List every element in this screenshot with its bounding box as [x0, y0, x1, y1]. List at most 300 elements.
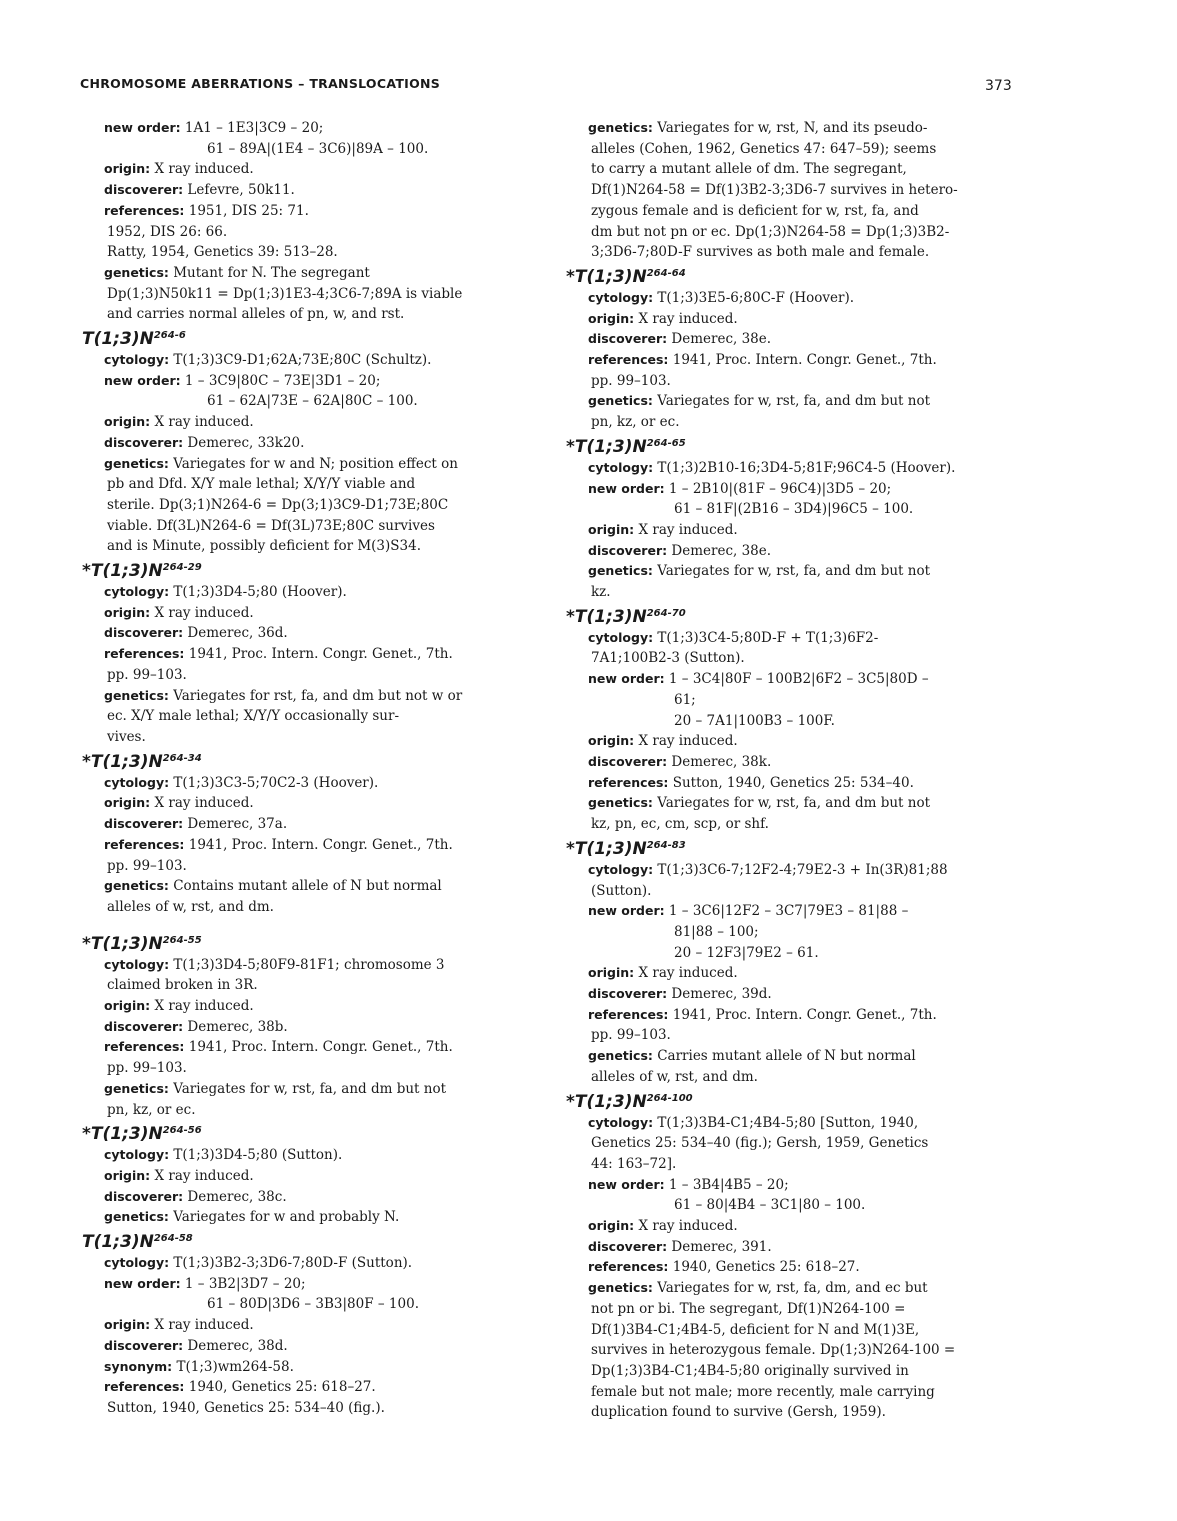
field-line: 1951, DIS 25: 71.: [188, 202, 309, 219]
field-label: genetics:: [104, 455, 169, 471]
field: [588, 391, 1036, 432]
field: [104, 793, 522, 814]
field-line: X ray induced.: [154, 414, 254, 431]
field-label: references:: [104, 1039, 185, 1055]
field: [104, 955, 522, 996]
running-title: CHROMOSOME ABERRATIONS – TRANSLOCATIONS: [80, 76, 441, 91]
field-label: references:: [588, 1259, 669, 1275]
field-label: genetics:: [588, 393, 653, 409]
field-line: and carries normal alleles of pn, w, and rst.: [107, 306, 405, 323]
entry: [82, 557, 522, 748]
field-line: 1A1 – 1E3|3C9 – 20;: [184, 120, 324, 136]
field: [588, 1175, 1036, 1216]
entry-title: [82, 930, 522, 955]
field-label: discoverer:: [104, 1188, 184, 1204]
field-label: cytology:: [588, 289, 654, 305]
field-label: references:: [104, 202, 185, 218]
field: [588, 731, 1036, 752]
field-label: discoverer:: [104, 1337, 184, 1353]
field: [104, 1315, 522, 1336]
entry-fields: [588, 288, 1036, 433]
entry: [566, 118, 1036, 263]
field-line: Demerec, 391.: [671, 1238, 772, 1255]
field-line: 1941, Proc. Intern. Congr. Genet., 7th.: [188, 646, 453, 663]
field-label: genetics:: [588, 795, 653, 811]
field-line: 1941, Proc. Intern. Congr. Genet., 7th.: [672, 1006, 937, 1023]
field: [104, 644, 522, 685]
field-line: pp. 99–103.: [107, 666, 187, 683]
field: [104, 996, 522, 1017]
field-line: T(1;3)wm264-58.: [176, 1358, 294, 1375]
entry-title-superscript: 264-56: [162, 1125, 202, 1137]
entry-title-text: *T(1;3)N: [82, 933, 163, 954]
field-label: synonym:: [104, 1358, 173, 1374]
field-label: discoverer:: [588, 753, 668, 769]
field: [104, 1253, 522, 1274]
field-line: alleles (Cohen, 1962, Genetics 47: 647–59); seems: [591, 140, 937, 157]
field-line: Demerec, 38d.: [187, 1337, 288, 1354]
field-line: to carry a mutant allele of dm. The segregant,: [591, 161, 907, 178]
field: [104, 263, 522, 325]
field-label: genetics:: [588, 1280, 653, 1296]
field-line: X ray induced.: [154, 1317, 254, 1334]
field-line: Variegates for w, rst, fa, and dm but not: [173, 1080, 446, 1097]
entry: [566, 1088, 1036, 1424]
field-line: Contains mutant allele of N but normal: [173, 878, 442, 895]
field-label: discoverer:: [588, 542, 668, 558]
field: [104, 623, 522, 644]
field-label: origin:: [588, 733, 635, 749]
field-line: X ray induced.: [638, 310, 738, 327]
field-line: vives.: [107, 728, 146, 745]
entry: [82, 325, 522, 557]
entry-title-superscript: 264-65: [646, 437, 686, 449]
field-label: cytology:: [104, 774, 170, 790]
field-label: cytology:: [588, 1114, 654, 1130]
entry-title-text: *T(1;3)N: [82, 1124, 163, 1145]
field: [104, 350, 522, 371]
field-label: cytology:: [588, 629, 654, 645]
field-line: X ray induced.: [154, 795, 254, 812]
field-label: new order:: [588, 671, 665, 687]
field-label: origin:: [588, 310, 635, 326]
field-line: Variegates for w, rst, fa, dm, and ec but: [657, 1280, 928, 1297]
entry-fields: [588, 628, 1036, 835]
field: [104, 371, 522, 412]
field-line: 1 – 3B2|3D7 – 20;: [184, 1275, 306, 1292]
field-line: 7A1;100B2-3 (Sutton).: [591, 650, 745, 667]
field-label: discoverer:: [588, 331, 668, 347]
field-label: cytology:: [588, 459, 654, 475]
entry: [82, 930, 522, 1121]
field: [104, 412, 522, 433]
field-label: origin:: [104, 1317, 151, 1333]
entry-title: [82, 557, 522, 582]
field-label: origin:: [104, 795, 151, 811]
field-line: 1941, Proc. Intern. Congr. Genet., 7th.: [672, 352, 937, 369]
field-label: discoverer:: [104, 625, 184, 641]
field-line: alleles of w, rst, and dm.: [107, 898, 274, 915]
field-line: pp. 99–103.: [591, 1027, 671, 1044]
field-label: genetics:: [588, 1048, 653, 1064]
entry-title-superscript: 264-6: [153, 330, 186, 342]
field-line: X ray induced.: [638, 1218, 738, 1235]
entry-title: [82, 325, 522, 350]
field: [588, 963, 1036, 984]
field-line: T(1;3)3E5-6;80C-F (Hoover).: [657, 289, 855, 306]
field-label: cytology:: [104, 352, 170, 368]
field-line: Carries mutant allele of N but normal: [657, 1048, 916, 1065]
page-number: 373: [985, 78, 1012, 94]
entry-fields: [588, 118, 1036, 263]
field-line: (Sutton).: [591, 882, 652, 899]
field-label: discoverer:: [588, 986, 668, 1002]
entry-title-text: *T(1;3)N: [566, 606, 647, 627]
field: [104, 180, 522, 201]
field-line: ec. X/Y male lethal; X/Y/Y occasionally sur-: [107, 708, 400, 725]
field-line: 61 – 81F|(2B16 – 3D4)|96C5 – 100.: [674, 501, 914, 518]
field-line: Dp(1;3)N50k11 = Dp(1;3)1E3-4;3C6-7;89A is viable: [107, 285, 463, 302]
field-line: X ray induced.: [638, 733, 738, 750]
field-label: origin:: [588, 965, 635, 981]
field-line: Variegates for w, rst, fa, and dm but not: [657, 795, 930, 812]
field-line: T(1;3)3C3-5;70C2-3 (Hoover).: [173, 774, 379, 791]
field-label: cytology:: [104, 584, 170, 600]
field-line: not pn or bi. The segregant, Df(1)N264-100 =: [591, 1300, 906, 1317]
field-line: survives in heterozygous female. Dp(1;3)N264-100 =: [591, 1342, 956, 1359]
field-line: Variegates for w, rst, fa, and dm but not: [657, 563, 930, 580]
field-line: kz.: [591, 584, 611, 601]
field-line: 61 – 89A|(1E4 – 3C6)|89A – 100.: [207, 140, 429, 157]
field-label: discoverer:: [104, 434, 184, 450]
field-label: new order:: [104, 1275, 181, 1291]
field: [104, 1357, 522, 1378]
field-line: Demerec, 37a.: [187, 816, 288, 833]
entry-fields: [588, 458, 1036, 603]
field: [588, 1278, 1036, 1423]
field-line: claimed broken in 3R.: [107, 977, 258, 994]
entry-fields: [104, 582, 522, 748]
entry-title-superscript: 264-83: [646, 839, 686, 851]
field-line: X ray induced.: [638, 965, 738, 982]
field-line: Lefevre, 50k11.: [187, 182, 295, 199]
field: [104, 433, 522, 454]
field: [588, 541, 1036, 562]
field-label: cytology:: [104, 1147, 170, 1163]
entry: [82, 1228, 522, 1419]
field: [588, 288, 1036, 309]
field-line: female but not male; more recently, male carrying: [591, 1383, 935, 1400]
field: [104, 1187, 522, 1208]
field-label: origin:: [104, 998, 151, 1014]
entry-fields: [104, 955, 522, 1121]
entry-title: [82, 748, 522, 773]
field: [104, 1377, 522, 1418]
field-label: references:: [588, 1006, 669, 1022]
field: [104, 835, 522, 876]
field: [588, 860, 1036, 901]
field-line: Sutton, 1940, Genetics 25: 534–40.: [672, 774, 914, 791]
field-label: new order:: [588, 1176, 665, 1192]
field-line: T(1;3)3C6-7;12F2-4;79E2-3 + In(3R)81;88: [657, 861, 948, 878]
field-line: Ratty, 1954, Genetics 39: 513–28.: [107, 244, 338, 261]
field-line: X ray induced.: [638, 521, 738, 538]
field-label: cytology:: [588, 861, 654, 877]
field-label: new order:: [588, 903, 665, 919]
entry-title-superscript: 264-55: [162, 934, 202, 946]
field: [588, 118, 1036, 263]
field-label: origin:: [104, 414, 151, 430]
field-line: 1952, DIS 26: 66.: [107, 223, 228, 240]
field-label: cytology:: [104, 1255, 170, 1271]
field-label: genetics:: [104, 264, 169, 280]
field-line: 81|88 – 100;: [674, 923, 759, 940]
field-line: 44: 163–72].: [591, 1155, 677, 1172]
entry-fields: [588, 1113, 1036, 1424]
field: [588, 1216, 1036, 1237]
field-line: 1941, Proc. Intern. Congr. Genet., 7th.: [188, 836, 453, 853]
field-line: T(1;3)2B10-16;3D4-5;81F;96C4-5 (Hoover).: [657, 459, 956, 476]
entry: [566, 433, 1036, 603]
entry-title-text: *T(1;3)N: [566, 436, 647, 457]
field-line: 61 – 80D|3D6 – 3B3|80F – 100.: [207, 1296, 419, 1313]
field: [104, 1017, 522, 1038]
field: [588, 479, 1036, 520]
field-line: 20 – 12F3|79E2 – 61.: [674, 944, 819, 961]
field: [104, 201, 522, 263]
field-line: 1940, Genetics 25: 618–27.: [672, 1259, 860, 1276]
field: [588, 752, 1036, 773]
field: [588, 773, 1036, 794]
field: [588, 309, 1036, 330]
field: [588, 793, 1036, 834]
field: [104, 159, 522, 180]
entry-fields: [104, 118, 522, 325]
field-line: X ray induced.: [154, 1167, 254, 1184]
field: [588, 520, 1036, 541]
field-line: Variegates for w, rst, fa, and dm but not: [657, 393, 930, 410]
field-label: discoverer:: [588, 1238, 668, 1254]
field-line: pp. 99–103.: [107, 1060, 187, 1077]
field-line: 1 – 3C4|80F – 100B2|6F2 – 3C5|80D –: [668, 671, 929, 688]
entry-title-superscript: 264-34: [162, 752, 202, 764]
field: [588, 1237, 1036, 1258]
field-line: 61 – 80|4B4 – 3C1|80 – 100.: [674, 1197, 866, 1214]
entry: [82, 748, 522, 918]
field-line: T(1;3)3C9-D1;62A;73E;80C (Schultz).: [173, 352, 432, 369]
field-line: Demerec, 38e.: [671, 331, 772, 348]
field-line: X ray induced.: [154, 604, 254, 621]
field-line: duplication found to survive (Gersh, 1959).: [591, 1404, 886, 1421]
field-line: alleles of w, rst, and dm.: [591, 1068, 758, 1085]
entry-title-text: *T(1;3)N: [82, 751, 163, 772]
field-line: Demerec, 39d.: [671, 986, 772, 1003]
field-line: Genetics 25: 534–40 (fig.); Gersh, 1959, Genetics: [591, 1135, 929, 1152]
entry-title-text: *T(1;3)N: [566, 1091, 647, 1112]
field-line: T(1;3)3D4-5;80 (Hoover).: [173, 584, 347, 601]
field: [104, 814, 522, 835]
field: [588, 458, 1036, 479]
field-line: 1 – 3B4|4B5 – 20;: [668, 1176, 789, 1193]
field-line: kz, pn, ec, cm, scp, or shf.: [591, 816, 769, 833]
entry: [566, 603, 1036, 835]
entry-fields: [104, 1145, 522, 1228]
entry-fields: [104, 1253, 522, 1419]
field: [104, 1037, 522, 1078]
field: [588, 984, 1036, 1005]
field-line: dm but not pn or ec. Dp(1;3)N264-58 = Dp(1;3)3B2-: [591, 223, 950, 240]
field-line: Variegates for w, rst, N, and its pseudo-: [657, 120, 928, 136]
field-line: T(1;3)3C4-5;80D-F + T(1;3)6F2-: [657, 629, 879, 646]
field-label: new order:: [104, 372, 181, 388]
field-line: 1 – 3C6|12F2 – 3C7|79E3 – 81|88 –: [668, 903, 909, 920]
entry-fields: [104, 350, 522, 557]
field-label: origin:: [588, 521, 635, 537]
entry-title: [566, 835, 1036, 860]
entry-title: [566, 603, 1036, 628]
field-line: Variegates for w and probably N.: [173, 1209, 400, 1226]
field-label: discoverer:: [104, 816, 184, 832]
field-line: T(1;3)3D4-5;80F9-81F1; chromosome 3: [173, 956, 445, 973]
field-line: Sutton, 1940, Genetics 25: 534–40 (fig.).: [107, 1399, 385, 1416]
field-line: Df(1)3B4-C1;4B4-5, deficient for N and M(1)3E,: [591, 1321, 920, 1338]
field-line: pn, kz, or ec.: [591, 414, 680, 431]
field: [104, 1079, 522, 1120]
field-line: X ray induced.: [154, 998, 254, 1015]
entry: [82, 1120, 522, 1228]
field: [104, 454, 522, 558]
field-line: Dp(1;3)3B4-C1;4B4-5;80 originally survived in: [591, 1362, 909, 1379]
entry-title-superscript: 264-70: [646, 607, 686, 619]
field: [104, 603, 522, 624]
entry-title-superscript: 264-58: [153, 1233, 193, 1245]
field-label: references:: [104, 836, 185, 852]
field: [588, 561, 1036, 602]
field-label: references:: [104, 1379, 185, 1395]
entry-title-superscript: 264-64: [646, 267, 686, 279]
entry-title-superscript: 264-29: [162, 562, 202, 574]
field-line: 1 – 2B10|(81F – 96C4)|3D5 – 20;: [668, 480, 892, 497]
field-line: Variegates for w and N; position effect on: [173, 455, 458, 472]
entry-title: [566, 1088, 1036, 1113]
field-label: new order:: [588, 480, 665, 496]
field-line: 1941, Proc. Intern. Congr. Genet., 7th.: [188, 1039, 453, 1056]
entry-title: [566, 263, 1036, 288]
field-label: references:: [588, 352, 669, 368]
field-label: genetics:: [588, 563, 653, 579]
field: [104, 1336, 522, 1357]
field: [588, 669, 1036, 731]
field: [104, 118, 522, 159]
field-line: 1 – 3C9|80C – 73E|3D1 – 20;: [184, 372, 381, 389]
field-line: Demerec, 38c.: [187, 1188, 287, 1205]
field-line: 61;: [674, 691, 696, 708]
field-line: pp. 99–103.: [107, 857, 187, 874]
entry: [82, 118, 522, 325]
field: [588, 628, 1036, 669]
field-label: origin:: [104, 604, 151, 620]
field-label: origin:: [104, 1167, 151, 1183]
field-line: 3;3D6-7;80D-F survives as both male and female.: [591, 244, 930, 261]
field: [104, 1145, 522, 1166]
field-label: genetics:: [588, 120, 653, 135]
field-line: Demerec, 38b.: [187, 1018, 288, 1035]
field: [104, 773, 522, 794]
field-line: 20 – 7A1|100B3 – 100F.: [674, 712, 835, 729]
field: [104, 1274, 522, 1315]
field: [588, 350, 1036, 391]
field-line: Df(1)N264-58 = Df(1)3B2-3;3D6-7 survives in hetero-: [591, 182, 958, 199]
entry-title: [82, 1120, 522, 1145]
field: [104, 582, 522, 603]
field-label: genetics:: [104, 878, 169, 894]
field-line: Demerec, 38k.: [671, 753, 772, 770]
field-line: Variegates for rst, fa, and dm but not w or: [173, 687, 463, 704]
entry-title-text: *T(1;3)N: [82, 561, 163, 582]
field-label: new order:: [104, 120, 181, 135]
entry-title-text: T(1;3)N: [82, 329, 154, 350]
left-column: [82, 118, 522, 1419]
field-line: Mutant for N. The segregant: [173, 264, 370, 281]
field: [104, 686, 522, 748]
entry-fields: [104, 773, 522, 918]
field: [588, 1257, 1036, 1278]
field-line: 1940, Genetics 25: 618–27.: [188, 1379, 376, 1396]
entry: [566, 835, 1036, 1088]
field-line: X ray induced.: [154, 161, 254, 178]
field-line: Demerec, 33k20.: [187, 434, 305, 451]
field: [588, 329, 1036, 350]
field-label: discoverer:: [104, 1018, 184, 1034]
field-line: sterile. Dp(3;1)N264-6 = Dp(3;1)3C9-D1;73E;80C: [107, 496, 449, 513]
field-line: pb and Dfd. X/Y male lethal; X/Y/Y viable and: [107, 476, 416, 493]
entry-title: [82, 1228, 522, 1253]
field-line: T(1;3)3D4-5;80 (Sutton).: [173, 1147, 343, 1164]
field: [104, 1166, 522, 1187]
field-line: zygous female and is deficient for w, rst, fa, and: [591, 202, 919, 219]
field-line: pp. 99–103.: [591, 372, 671, 389]
entry-title-text: *T(1;3)N: [566, 266, 647, 287]
entry-title-text: T(1;3)N: [82, 1232, 154, 1253]
field-label: origin:: [104, 161, 151, 177]
right-column: [566, 118, 1036, 1423]
field: [588, 901, 1036, 963]
field-line: Demerec, 36d.: [187, 625, 288, 642]
field-label: genetics:: [104, 1080, 169, 1096]
field: [104, 1207, 522, 1228]
field-label: references:: [588, 774, 669, 790]
entry: [566, 263, 1036, 433]
field-line: viable. Df(3L)N264-6 = Df(3L)73E;80C survives: [107, 517, 435, 534]
field-line: pn, kz, or ec.: [107, 1101, 196, 1118]
entry-title-text: *T(1;3)N: [566, 838, 647, 859]
entry-fields: [588, 860, 1036, 1088]
field-label: references:: [104, 646, 185, 662]
entry-title: [566, 433, 1036, 458]
field: [104, 876, 522, 917]
field-label: origin:: [588, 1218, 635, 1234]
entry-title-superscript: 264-100: [646, 1092, 693, 1104]
field-line: T(1;3)3B2-3;3D6-7;80D-F (Sutton).: [173, 1255, 413, 1272]
field: [588, 1046, 1036, 1087]
field-line: Demerec, 38e.: [671, 542, 772, 559]
field: [588, 1113, 1036, 1175]
field-label: discoverer:: [104, 182, 184, 198]
field-line: and is Minute, possibly deficient for M(3)S34.: [107, 538, 422, 555]
field-label: cytology:: [104, 956, 170, 972]
field-label: genetics:: [104, 687, 169, 703]
field-line: 61 – 62A|73E – 62A|80C – 100.: [207, 393, 418, 410]
